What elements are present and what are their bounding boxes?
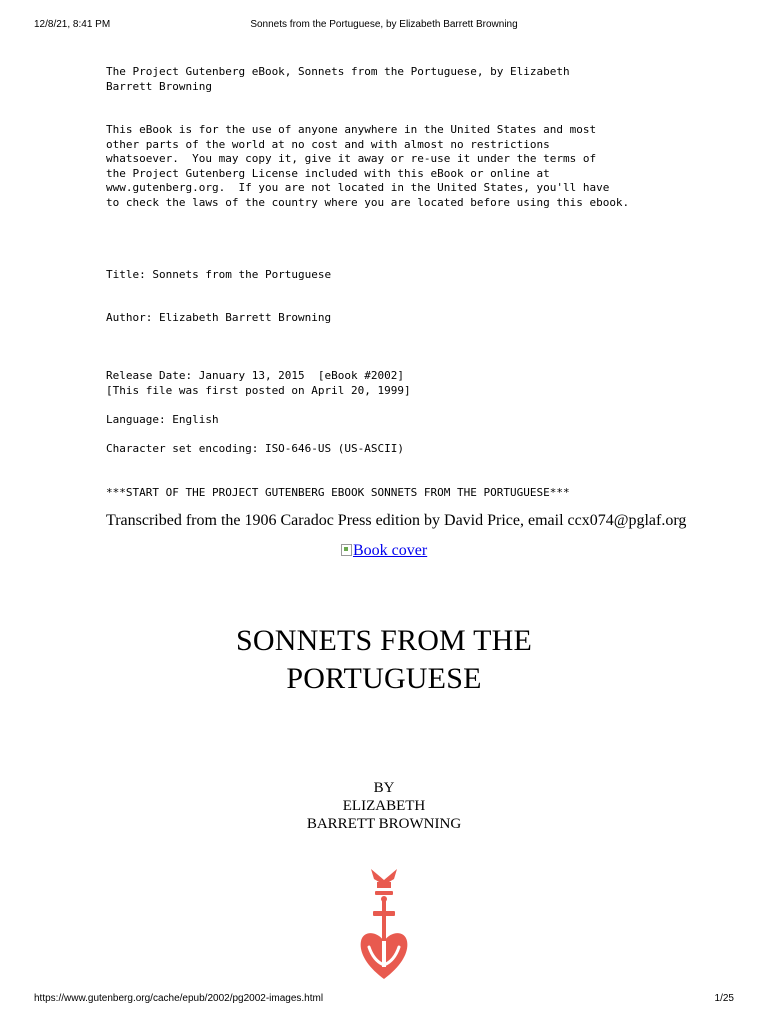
byline-by: BY	[373, 780, 395, 796]
license-paragraph: This eBook is for the use of anyone anywhere in the United States and most other parts of the world at no cost and with almost no restrictions whatsoever. You may copy it, give it away or re-use it under the terms of the Project Gutenberg License included with this eBook or online at www.gutenberg.org. If you are not located in the United States, you'll have to check the laws of the country where you are located before using this ebook.	[106, 123, 630, 209]
print-header-title: Sonnets from the Portuguese, by Elizabeth Barrett Browning	[250, 19, 518, 30]
author-field: Author: Elizabeth Barrett Browning	[106, 311, 332, 324]
print-footer-url: https://www.gutenberg.org/cache/epub/2002/pg2002-images.html	[34, 993, 324, 1004]
release-date-field: Release Date: January 13, 2015 [eBook #2002] [This file was first posted on April 20, 1999]	[106, 369, 411, 397]
heart-anchor-emblem-icon	[357, 867, 411, 987]
book-title	[0, 622, 768, 698]
byline-surname: BARRETT BROWNING	[306, 816, 462, 832]
print-header	[0, 18, 768, 32]
broken-image-icon	[341, 544, 352, 556]
print-header-datetime: 12/8/21, 8:41 PM	[34, 19, 111, 30]
book-cover-link-text: Book cover	[353, 542, 428, 559]
byline	[0, 779, 768, 833]
print-footer-page-count: 1/25	[714, 993, 734, 1004]
start-marker: ***START OF THE PROJECT GUTENBERG EBOOK SONNETS FROM THE PORTUGUESE***	[106, 486, 570, 499]
language-field: Language: English	[106, 413, 219, 426]
transcription-note: Transcribed from the 1906 Caradoc Press edition by David Price, email ccx074@pglaf.org	[106, 512, 687, 529]
encoding-field: Character set encoding: ISO-646-US (US-ASCII)	[106, 442, 405, 455]
title-field: Title: Sonnets from the Portuguese	[106, 268, 332, 281]
book-cover-link[interactable]	[341, 541, 427, 561]
print-footer	[0, 992, 768, 1006]
byline-first-name: ELIZABETH	[342, 798, 426, 814]
book-title-line-1: SONNETS FROM THE	[235, 624, 533, 657]
ebook-heading: The Project Gutenberg eBook, Sonnets from the Portuguese, by Elizabeth Barrett Browning	[106, 65, 570, 93]
book-title-line-2: PORTUGUESE	[286, 662, 482, 695]
